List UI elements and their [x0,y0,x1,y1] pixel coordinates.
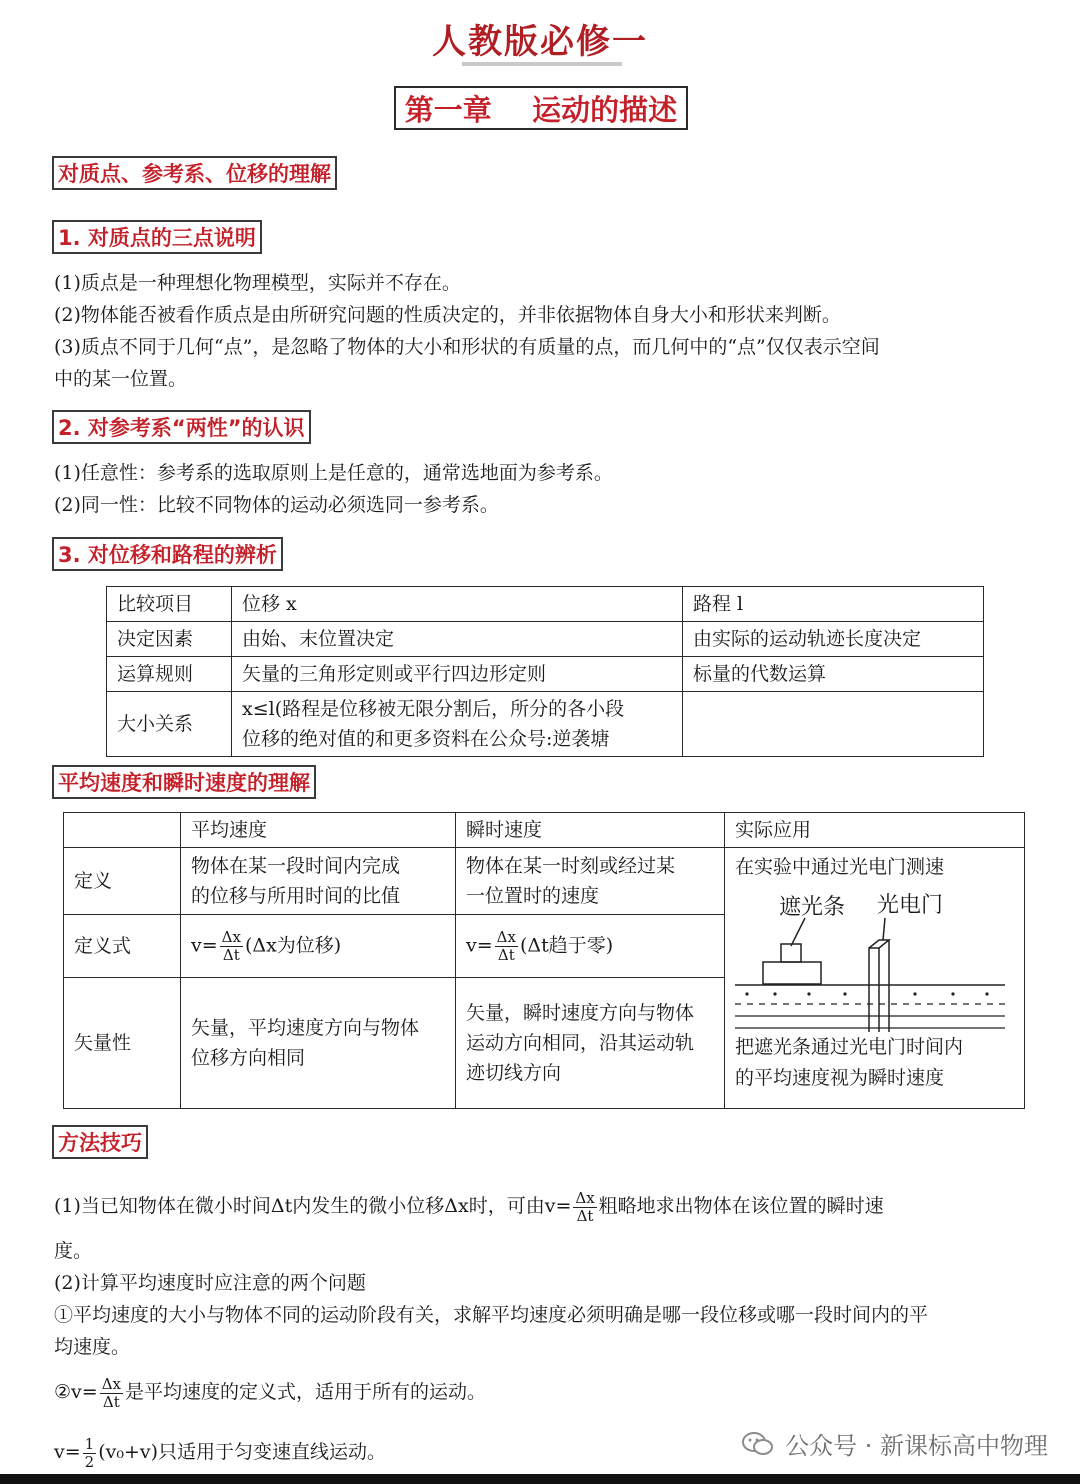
table-row [107,587,984,622]
section-heading-particle: 对质点、参考系、位移的理解 [52,156,337,190]
photogate-diagram [735,882,1014,1032]
table-row [107,622,984,657]
table-cell: 定义式 [64,915,181,978]
table-header-cell: 平均速度 [181,813,456,848]
table-cell-line: 的位移与所用时间的比值 [191,885,401,907]
formula-v: v= [191,934,218,956]
paragraph-line: 中的某一位置。 [54,368,188,390]
table-cell [456,978,725,1109]
watermark [741,1426,1048,1461]
table-header-cell: 比较项目 [107,587,232,622]
table-cell: 矢量性 [64,978,181,1109]
application-text: 把遮光条通过光电门时间内 [735,1036,964,1058]
table-cell-line: 矢量，平均速度方向与物体 [191,1017,420,1039]
table-cell: 定义 [64,848,181,915]
fraction: $\frac{\Delta x}{\Delta t}$ [575,1188,595,1225]
table-row [107,692,984,757]
table-cell [232,692,683,757]
label-light-strip: 遮光条 [779,895,846,920]
formula-note: (Δt趋于零) [519,934,614,956]
table-cell: 运算规则 [107,657,232,692]
table-cell-line: 物体在某一时刻或经过某 [466,855,676,877]
table-cell [181,848,456,915]
table-cell: 由始、末位置决定 [232,622,683,657]
section-heading-methods: 方法技巧 [52,1125,148,1159]
table-cell-line: 迹切线方向 [466,1062,562,1084]
table-row [64,848,1025,915]
photogate-diagram-svg [735,882,1005,1032]
table-cell: 矢量的三角形定则或平行四边形定则 [232,657,683,692]
application-text: 的平均速度视为瞬时速度 [735,1067,945,1089]
method-line-1: (1)当已知物体在微小时间Δt内发生的微小位移Δx时，可由v= $\frac{\Delta x}{\Delta t}$ 粗略地求出物体在该位置的瞬时速 [54,1188,884,1225]
displacement-table [106,586,984,757]
velocity-table [63,812,1025,1109]
paragraph-line: (3)质点不同于几何“点”，是忽略了物体的大小和形状的有质量的点，而几何中的“点”仅仅表示空间 [54,336,880,358]
fraction: $\frac{\Delta x}{\Delta t}$ [101,1374,121,1411]
subsection-heading-reference: 2. 对参考系“两性”的认识 [52,410,311,444]
paragraph-line: (2)物体能否被看作质点是由所研究问题的性质决定的，并非依据物体自身大小和形状来判断。 [54,304,841,326]
table-cell: 由实际的运动轨迹长度决定 [683,622,984,657]
section-heading-velocity: 平均速度和瞬时速度的理解 [52,765,316,799]
fraction: $\frac{\Delta x}{\Delta t}$ [221,927,241,964]
method-line-5: v= $\frac{1}{2}$ (v₀+v)只适用于匀变速直线运动。 [54,1434,387,1471]
formula-note: (Δx为位移) [244,934,342,956]
fraction: $\frac{\Delta x}{\Delta t}$ [496,927,516,964]
table-cell-line: x≤l(路程是位移被无限分割后，所分的各小段 [242,698,625,720]
table-cell: 大小关系 [107,692,232,757]
table-cell [456,848,725,915]
table-header-cell: 路程 l [683,587,984,622]
paragraph-line: (1)质点是一种理想化物理模型，实际并不存在。 [54,272,461,294]
fraction: $\frac{1}{2}$ [84,1434,95,1471]
table-cell: 标量的代数运算 [683,657,984,692]
table-header-cell: 实际应用 [725,813,1025,848]
table-row [64,813,1025,848]
subsection-heading-particle: 1. 对质点的三点说明 [52,220,262,254]
method-line-4: ②v= $\frac{\Delta x}{\Delta t}$ 是平均速度的定义式，适用于所有的运动。 [54,1374,487,1411]
subsection-heading-displacement: 3. 对位移和路程的辨析 [52,537,283,571]
application-cell [725,848,1025,1109]
application-text: 在实验中通过光电门测速 [735,856,945,878]
paragraph-line: ①平均速度的大小与物体不同的运动阶段有关，求解平均速度必须明确是哪一段位移或哪一段时间内的平 [54,1304,929,1326]
paragraph-line: 度。 [54,1240,93,1262]
table-header-cell [64,813,181,848]
watermark-text: 公众号 · 新课标高中物理 [785,1432,1048,1460]
table-header-cell: 位移 x [232,587,683,622]
paragraph-line: (2)计算平均速度时应注意的两个问题 [54,1272,366,1294]
title-smudge [462,58,622,70]
table-cell-line: 一位置时的速度 [466,885,600,907]
table-cell [683,692,984,757]
paragraph-line: (2)同一性：比较不同物体的运动必须选同一参考系。 [54,494,499,516]
paragraph-line: (1)任意性：参考系的选取原则上是任意的，通常选地面为参考系。 [54,462,613,484]
page-title: 人教版必修一 [432,22,648,62]
table-cell-line: 位移方向相同 [191,1047,306,1069]
label-photogate: 光电门 [877,893,944,918]
chapter-title: 第一章 运动的描述 [394,86,688,130]
formula-cell [456,915,725,978]
formula-cell [181,915,456,978]
table-cell-line: 位移的绝对值的和更多资料在公众号:逆袭塘 [242,728,610,750]
formula-v: v= [466,934,493,956]
table-cell-line: 矢量，瞬时速度方向与物体 [466,1002,695,1024]
table-header-cell: 瞬时速度 [456,813,725,848]
table-cell [181,978,456,1109]
table-row [107,657,984,692]
paragraph-line: 均速度。 [54,1336,131,1358]
table-cell-line: 物体在某一段时间内完成 [191,855,401,877]
table-cell: 决定因素 [107,622,232,657]
wechat-icon [741,1430,775,1458]
bottom-bar [0,1474,1080,1484]
table-cell-line: 运动方向相同，沿其运动轨 [466,1032,695,1054]
